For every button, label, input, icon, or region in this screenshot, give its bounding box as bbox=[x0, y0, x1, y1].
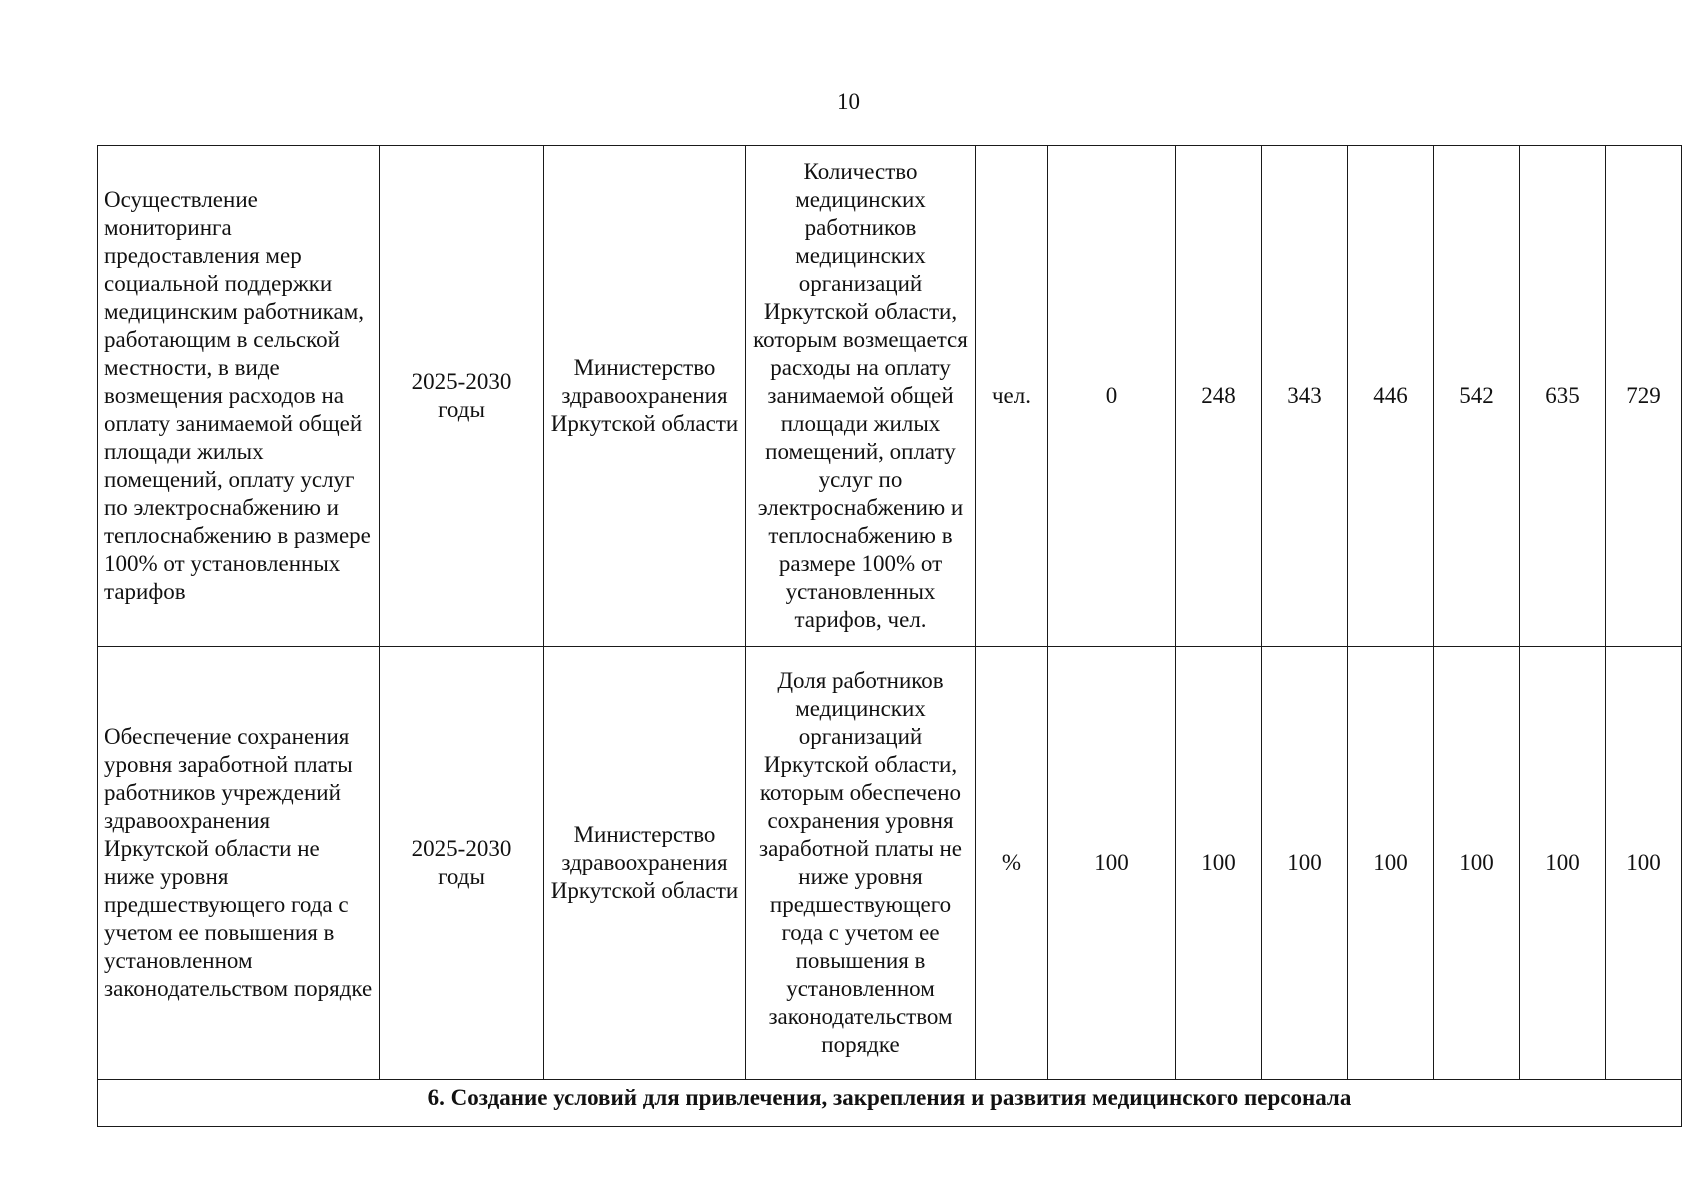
table-row bbox=[98, 647, 1682, 1080]
value-cell: 100 bbox=[1606, 647, 1682, 1080]
value-cell: 100 bbox=[1520, 647, 1606, 1080]
unit-cell: % bbox=[976, 647, 1048, 1080]
responsible-cell: Министерство здравоохранения Иркутской области bbox=[544, 146, 746, 647]
value-cell: 343 bbox=[1262, 146, 1348, 647]
section-heading: 6. Создание условий для привлечения, закрепления и развития медицинского персонала bbox=[98, 1080, 1682, 1127]
table-row bbox=[98, 146, 1682, 647]
value-cell: 100 bbox=[1262, 647, 1348, 1080]
value-cell: 542 bbox=[1434, 146, 1520, 647]
value-cell: 729 bbox=[1606, 146, 1682, 647]
period-cell: 2025-2030 годы bbox=[380, 146, 544, 647]
value-cell: 0 bbox=[1048, 146, 1176, 647]
measures-table bbox=[97, 145, 1682, 1127]
page-number: 10 bbox=[837, 89, 860, 114]
indicator-cell: Доля работников медицинских организаций Иркутской области, которым обеспечено сохранения уровня заработной платы не ниже уровня предшествующего года с учетом ее повышения в установленном законодательством порядке bbox=[746, 647, 976, 1080]
value-cell: 100 bbox=[1434, 647, 1520, 1080]
value-cell: 635 bbox=[1520, 146, 1606, 647]
activity-cell: Обеспечение сохранения уровня заработной платы работников учреждений здравоохранения Иркутской области не ниже уровня предшествующего года с учетом ее повышения в установленном законодательством порядке bbox=[98, 647, 380, 1080]
indicator-cell: Количество медицинских работников медицинских организаций Иркутской области, которым возмещается расходы на оплату занимаемой общей площади жилых помещений, оплату услуг по электроснабжению и теплоснабжению в размере 100% от установленных тарифов, чел. bbox=[746, 146, 976, 647]
activity-cell: Осуществление мониторинга предоставления мер социальной поддержки медицинским работникам, работающим в сельской местности, в виде возмещения расходов на оплату занимаемой общей площади жилых помещений, оплату услуг по электроснабжению и теплоснабжению в размере 100% от установленных тарифов bbox=[98, 146, 380, 647]
value-cell: 100 bbox=[1048, 647, 1176, 1080]
responsible-cell: Министерство здравоохранения Иркутской области bbox=[544, 647, 746, 1080]
period-cell: 2025-2030 годы bbox=[380, 647, 544, 1080]
section-row bbox=[98, 1080, 1682, 1127]
value-cell: 446 bbox=[1348, 146, 1434, 647]
unit-cell: чел. bbox=[976, 146, 1048, 647]
value-cell: 100 bbox=[1348, 647, 1434, 1080]
value-cell: 100 bbox=[1176, 647, 1262, 1080]
value-cell: 248 bbox=[1176, 146, 1262, 647]
